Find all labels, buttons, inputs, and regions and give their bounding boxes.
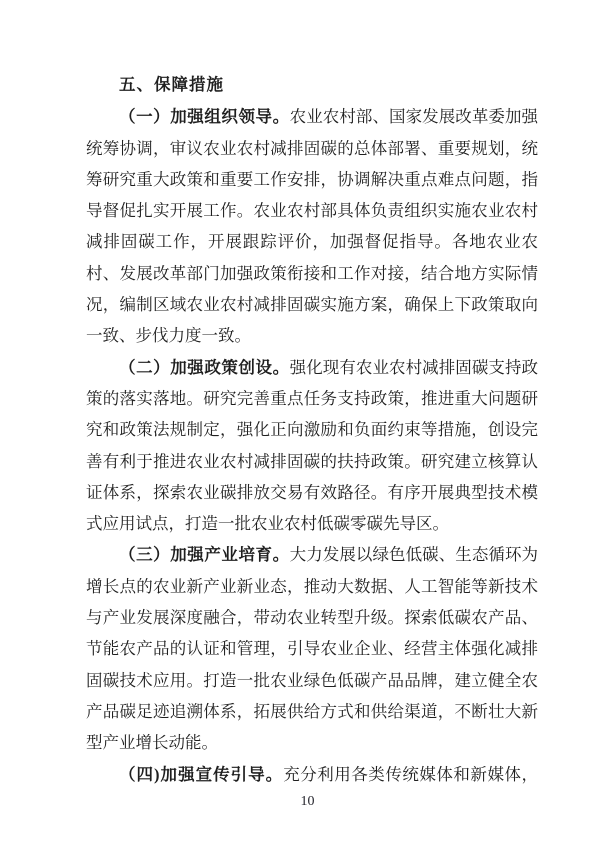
document-body <box>86 70 538 790</box>
paragraph-1-lead: （一）加强组织领导。 <box>119 107 290 127</box>
paragraph-2-text: 强化现有农业农村减排固碳支持政策的落实落地。研究完善重点任务支持政策，推进重大问题研究和政策法规制定，强化正向激励和负面约束等措施，创设完善有利于推进农业农村减排固碳的扶持政策。研究建立核算认证体系，探索农业碳排放交易有效路径。有序开展典型技术模式应用试点，打造一批农业农村低碳零碳先导区。 <box>86 357 538 534</box>
paragraph-3-lead: （三）加强产业培育。 <box>119 545 290 565</box>
page-number: 10 <box>300 794 315 809</box>
paragraph-4 <box>86 759 538 790</box>
section-heading: 五、保障措施 <box>119 76 224 94</box>
paragraph-2 <box>86 352 538 540</box>
paragraph-3-text: 大力发展以绿色低碳、生态循环为增长点的农业新产业新业态，推动大数据、人工智能等新技术与产业发展深度融合，带动农业转型升级。探索低碳农产品、节能农产品的认证和管理，引导农业企业、经营主体强化减排固碳技术应用。打造一批农业绿色低碳产品品牌，建立健全农产品碳足迹追溯体系，拓展供给方式和供给渠道，不断壮大新型产业增长动能。 <box>86 545 538 753</box>
paragraph-1-text: 农业农村部、国家发展改革委加强统筹协调，审议农业农村减排固碳的总体部署、重要规划，统筹研究重大政策和重要工作安排，协调解决重点难点问题，指导督促扎实开展工作。农业农村部具体负责组织实施农业农村减排固碳工作，开展跟踪评价，加强督促指导。各地农业农村、发展改革部门加强政策衔接和工作对接，结合地方实际情况，编制区域农业农村减排固碳实施方案，确保上下政策取向一致、步伐力度一致。 <box>86 107 538 346</box>
paragraph-4-lead: （四)加强宣传引导。 <box>119 764 284 784</box>
paragraph-4-text: 充分利用各类传统媒体和新媒体， <box>283 764 538 784</box>
paragraph-2-lead: （二）加强政策创设。 <box>119 357 290 377</box>
paragraph-1 <box>86 101 538 351</box>
paragraph-3 <box>86 539 538 758</box>
